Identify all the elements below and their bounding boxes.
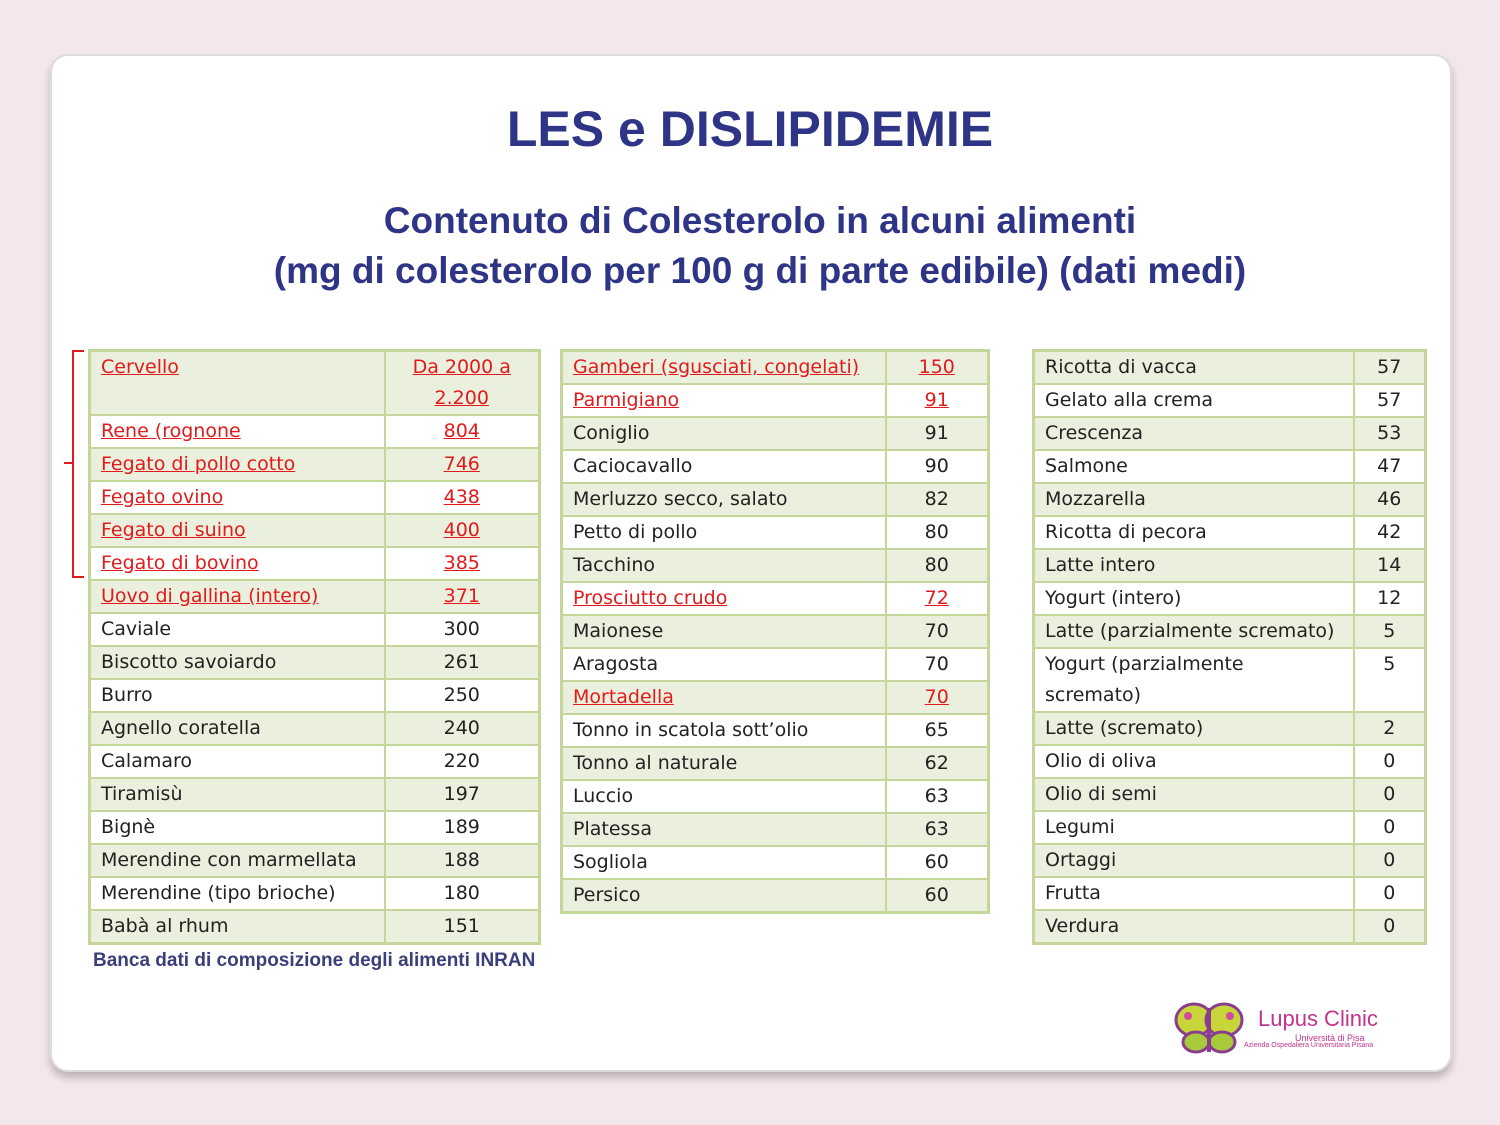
table-row bbox=[90, 745, 540, 778]
cholesterol-value-cell: 62 bbox=[886, 747, 989, 780]
table-row bbox=[1034, 745, 1426, 778]
cholesterol-value-cell: 240 bbox=[385, 712, 540, 745]
table-row bbox=[562, 351, 989, 385]
table-row bbox=[90, 811, 540, 844]
table-row bbox=[90, 712, 540, 745]
table-row bbox=[1034, 483, 1426, 516]
cholesterol-value-cell: 438 bbox=[385, 481, 540, 514]
cholesterol-value-cell: 12 bbox=[1354, 582, 1426, 615]
food-name-cell: Ricotta di pecora bbox=[1034, 516, 1354, 549]
cholesterol-value-cell: 42 bbox=[1354, 516, 1426, 549]
food-name-cell: Ortaggi bbox=[1034, 844, 1354, 877]
cholesterol-value-cell: Da 2000 a 2.200 bbox=[385, 351, 540, 416]
food-name-cell: Ricotta di vacca bbox=[1034, 351, 1354, 385]
cholesterol-value-cell: 57 bbox=[1354, 384, 1426, 417]
table-row bbox=[562, 648, 989, 681]
cholesterol-table-1 bbox=[88, 349, 541, 945]
table-row bbox=[1034, 648, 1426, 712]
table-row bbox=[90, 415, 540, 448]
cholesterol-value-cell: 0 bbox=[1354, 877, 1426, 910]
cholesterol-value-cell: 180 bbox=[385, 877, 540, 910]
food-name-cell: Luccio bbox=[562, 780, 886, 813]
cholesterol-value-cell: 14 bbox=[1354, 549, 1426, 582]
logo-name: Lupus Clinic bbox=[1258, 1006, 1378, 1031]
table-row bbox=[1034, 549, 1426, 582]
table-row bbox=[562, 879, 989, 913]
table-row bbox=[90, 844, 540, 877]
cholesterol-value-cell: 188 bbox=[385, 844, 540, 877]
food-name-cell: Gelato alla crema bbox=[1034, 384, 1354, 417]
table-row bbox=[562, 747, 989, 780]
food-name-cell: Frutta bbox=[1034, 877, 1354, 910]
table-row bbox=[90, 351, 540, 416]
food-name-cell: Burro bbox=[90, 679, 385, 712]
food-name-cell: Agnello coratella bbox=[90, 712, 385, 745]
food-name-cell: Mortadella bbox=[562, 681, 886, 714]
food-name-cell: Yogurt (intero) bbox=[1034, 582, 1354, 615]
food-name-cell: Verdura bbox=[1034, 910, 1354, 944]
cholesterol-value-cell: 82 bbox=[886, 483, 989, 516]
source-note: Banca dati di composizione degli alimenti INRAN bbox=[93, 950, 536, 971]
cholesterol-value-cell: 250 bbox=[385, 679, 540, 712]
cholesterol-value-cell: 0 bbox=[1354, 844, 1426, 877]
slide-subtitle-line2: (mg di colesterolo per 100 g di parte edibile) (dati medi) bbox=[273, 250, 1247, 291]
table-row bbox=[90, 877, 540, 910]
table-row bbox=[90, 910, 540, 944]
table-row bbox=[562, 483, 989, 516]
food-name-cell: Fegato ovino bbox=[90, 481, 385, 514]
table-row bbox=[562, 780, 989, 813]
food-name-cell: Persico bbox=[562, 879, 886, 913]
table-row bbox=[90, 448, 540, 481]
table-row bbox=[90, 580, 540, 613]
cholesterol-value-cell: 261 bbox=[385, 646, 540, 679]
table-row bbox=[562, 714, 989, 747]
table-row bbox=[562, 813, 989, 846]
cholesterol-value-cell: 46 bbox=[1354, 483, 1426, 516]
food-name-cell: Coniglio bbox=[562, 417, 886, 450]
food-name-cell: Tonno al naturale bbox=[562, 747, 886, 780]
table-row bbox=[90, 547, 540, 580]
food-name-cell: Yogurt (parzialmente scremato) bbox=[1034, 648, 1354, 712]
food-name-cell: Aragosta bbox=[562, 648, 886, 681]
food-name-cell: Rene (rognone bbox=[90, 415, 385, 448]
lupus-clinic-logo bbox=[1170, 998, 1415, 1058]
cholesterol-value-cell: 220 bbox=[385, 745, 540, 778]
food-name-cell: Calamaro bbox=[90, 745, 385, 778]
logo-university: Università di Pisa bbox=[1295, 1033, 1365, 1043]
food-name-cell: Latte (parzialmente scremato) bbox=[1034, 615, 1354, 648]
cholesterol-value-cell: 47 bbox=[1354, 450, 1426, 483]
cholesterol-value-cell: 63 bbox=[886, 780, 989, 813]
cholesterol-value-cell: 90 bbox=[886, 450, 989, 483]
cholesterol-value-cell: 5 bbox=[1354, 615, 1426, 648]
table-row bbox=[1034, 811, 1426, 844]
table-row bbox=[1034, 516, 1426, 549]
cholesterol-value-cell: 0 bbox=[1354, 910, 1426, 944]
organ-meats-bracket bbox=[72, 350, 84, 578]
table-row bbox=[562, 615, 989, 648]
cholesterol-value-cell: 53 bbox=[1354, 417, 1426, 450]
cholesterol-value-cell: 72 bbox=[886, 582, 989, 615]
food-name-cell: Tiramisù bbox=[90, 778, 385, 811]
table-row bbox=[1034, 450, 1426, 483]
table-row bbox=[90, 646, 540, 679]
organ-meats-bracket-tick bbox=[64, 462, 74, 464]
cholesterol-value-cell: 0 bbox=[1354, 811, 1426, 844]
table-row bbox=[90, 679, 540, 712]
food-name-cell: Merluzzo secco, salato bbox=[562, 483, 886, 516]
cholesterol-value-cell: 400 bbox=[385, 514, 540, 547]
cholesterol-value-cell: 5 bbox=[1354, 648, 1426, 712]
food-name-cell: Latte intero bbox=[1034, 549, 1354, 582]
cholesterol-value-cell: 385 bbox=[385, 547, 540, 580]
table-row bbox=[90, 613, 540, 646]
cholesterol-value-cell: 91 bbox=[886, 417, 989, 450]
table-row bbox=[562, 417, 989, 450]
cholesterol-value-cell: 91 bbox=[886, 384, 989, 417]
slide-subtitle-line1: Contenuto di Colesterolo in alcuni alimenti bbox=[383, 200, 1137, 241]
cholesterol-value-cell: 65 bbox=[886, 714, 989, 747]
table-row bbox=[1034, 384, 1426, 417]
table-row bbox=[1034, 844, 1426, 877]
table-row bbox=[562, 582, 989, 615]
food-name-cell: Bignè bbox=[90, 811, 385, 844]
cholesterol-value-cell: 70 bbox=[886, 681, 989, 714]
table-row bbox=[1034, 615, 1426, 648]
cholesterol-value-cell: 371 bbox=[385, 580, 540, 613]
cholesterol-value-cell: 60 bbox=[886, 879, 989, 913]
table-row bbox=[1034, 910, 1426, 944]
food-name-cell: Mozzarella bbox=[1034, 483, 1354, 516]
slide-title: LES e DISLIPIDEMIE bbox=[506, 101, 994, 157]
cholesterol-value-cell: 70 bbox=[886, 615, 989, 648]
cholesterol-value-cell: 80 bbox=[886, 549, 989, 582]
cholesterol-value-cell: 0 bbox=[1354, 745, 1426, 778]
food-name-cell: Caviale bbox=[90, 613, 385, 646]
table-row bbox=[1034, 582, 1426, 615]
food-name-cell: Caciocavallo bbox=[562, 450, 886, 483]
food-name-cell: Gamberi (sgusciati, congelati) bbox=[562, 351, 886, 385]
food-name-cell: Prosciutto crudo bbox=[562, 582, 886, 615]
table-row bbox=[1034, 351, 1426, 385]
table-row bbox=[562, 846, 989, 879]
cholesterol-value-cell: 197 bbox=[385, 778, 540, 811]
cholesterol-value-cell: 57 bbox=[1354, 351, 1426, 385]
cholesterol-value-cell: 60 bbox=[886, 846, 989, 879]
food-name-cell: Tonno in scatola sott’olio bbox=[562, 714, 886, 747]
table-row bbox=[90, 481, 540, 514]
food-name-cell: Fegato di pollo cotto bbox=[90, 448, 385, 481]
food-name-cell: Tacchino bbox=[562, 549, 886, 582]
table-row bbox=[1034, 877, 1426, 910]
cholesterol-value-cell: 151 bbox=[385, 910, 540, 944]
food-name-cell: Parmigiano bbox=[562, 384, 886, 417]
table-row bbox=[562, 516, 989, 549]
table-row bbox=[1034, 778, 1426, 811]
cholesterol-table-3 bbox=[1032, 349, 1427, 945]
table-row bbox=[1034, 712, 1426, 745]
food-name-cell: Fegato di suino bbox=[90, 514, 385, 547]
table-row bbox=[1034, 417, 1426, 450]
food-name-cell: Platessa bbox=[562, 813, 886, 846]
food-name-cell: Merendine (tipo brioche) bbox=[90, 877, 385, 910]
food-name-cell: Petto di pollo bbox=[562, 516, 886, 549]
cholesterol-value-cell: 63 bbox=[886, 813, 989, 846]
cholesterol-value-cell: 2 bbox=[1354, 712, 1426, 745]
table-row bbox=[562, 549, 989, 582]
food-name-cell: Legumi bbox=[1034, 811, 1354, 844]
cholesterol-value-cell: 150 bbox=[886, 351, 989, 385]
butterfly-icon bbox=[1170, 998, 1250, 1058]
cholesterol-value-cell: 746 bbox=[385, 448, 540, 481]
food-name-cell: Cervello bbox=[90, 351, 385, 416]
food-name-cell: Maionese bbox=[562, 615, 886, 648]
food-name-cell: Olio di semi bbox=[1034, 778, 1354, 811]
logo-hospital: Azienda Ospedaliera Universitaria Pisana bbox=[1244, 1042, 1374, 1049]
cholesterol-table-2 bbox=[560, 349, 990, 914]
food-name-cell: Olio di oliva bbox=[1034, 745, 1354, 778]
table-row bbox=[90, 514, 540, 547]
cholesterol-value-cell: 80 bbox=[886, 516, 989, 549]
food-name-cell: Salmone bbox=[1034, 450, 1354, 483]
table-row bbox=[562, 450, 989, 483]
food-name-cell: Fegato di bovino bbox=[90, 547, 385, 580]
cholesterol-value-cell: 300 bbox=[385, 613, 540, 646]
food-name-cell: Crescenza bbox=[1034, 417, 1354, 450]
food-name-cell: Latte (scremato) bbox=[1034, 712, 1354, 745]
cholesterol-value-cell: 804 bbox=[385, 415, 540, 448]
food-name-cell: Uovo di gallina (intero) bbox=[90, 580, 385, 613]
food-name-cell: Merendine con marmellata bbox=[90, 844, 385, 877]
table-row bbox=[90, 778, 540, 811]
food-name-cell: Babà al rhum bbox=[90, 910, 385, 944]
cholesterol-value-cell: 0 bbox=[1354, 778, 1426, 811]
cholesterol-value-cell: 70 bbox=[886, 648, 989, 681]
table-row bbox=[562, 681, 989, 714]
table-row bbox=[562, 384, 989, 417]
food-name-cell: Biscotto savoiardo bbox=[90, 646, 385, 679]
food-name-cell: Sogliola bbox=[562, 846, 886, 879]
cholesterol-value-cell: 189 bbox=[385, 811, 540, 844]
